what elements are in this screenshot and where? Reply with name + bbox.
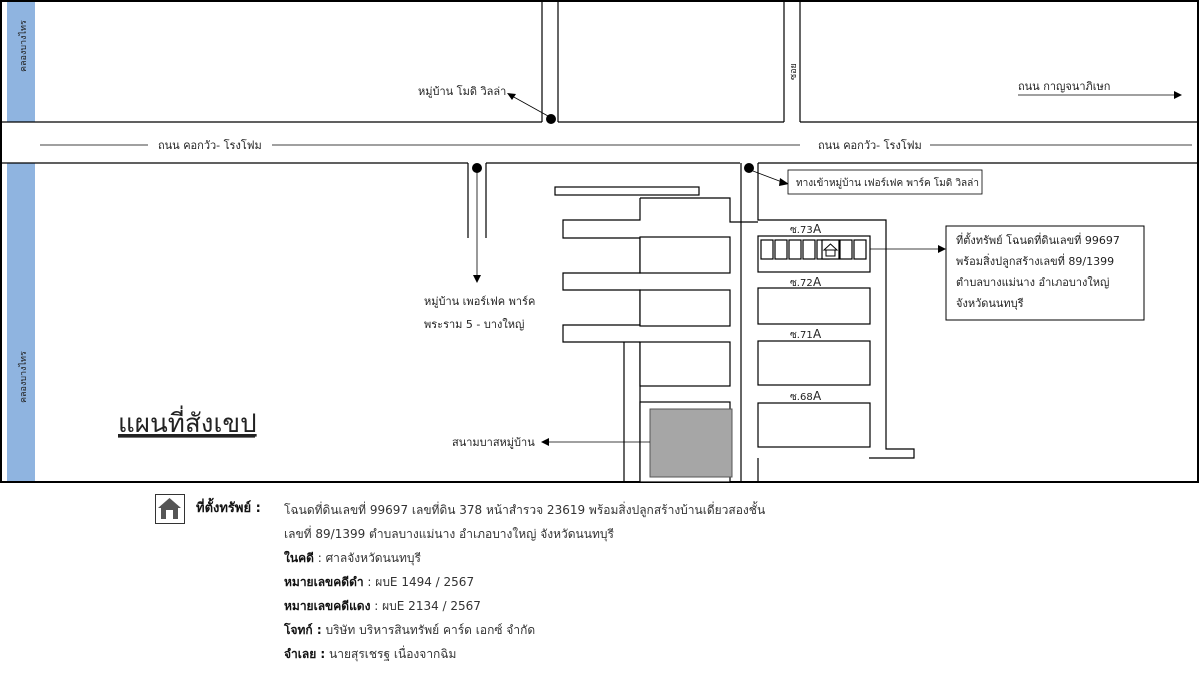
- map-title: แผนที่สังเขป: [118, 409, 257, 439]
- block-soi72: [758, 288, 870, 324]
- block-soi68: [758, 403, 870, 447]
- court-label: ในคดี: [284, 551, 314, 565]
- court-value: : ศาลจังหวัดนนทบุรี: [313, 551, 421, 565]
- perfect-park-label-2: พระราม 5 - บางใหญ่: [424, 318, 525, 331]
- block-soi71: [758, 341, 870, 385]
- soi-73-label: ซ.73: [790, 225, 813, 236]
- marker-a-72: A: [813, 275, 822, 289]
- marker-a-68: A: [813, 389, 822, 403]
- road-main-label-right: ถนน คอกวัว- โรงโฟม: [818, 139, 922, 152]
- black-case-row: [284, 572, 474, 592]
- property-box-line3: ตำบลบางแม่นาง อำเภอบางใหญ่: [956, 276, 1110, 289]
- block-3: [640, 342, 730, 386]
- property-house-icon: [822, 240, 839, 259]
- black-case-label: หมายเลขคดีดำ: [284, 575, 364, 589]
- soi-label: ซอย: [789, 63, 799, 80]
- road-kanchana-label: ถนน กาญจนาภิเษก: [1018, 80, 1111, 93]
- black-case-value: : ผบE 1494 / 2567: [363, 575, 475, 589]
- modi-villa-label: หมู่บ้าน โมดิ วิลล่า: [418, 85, 507, 98]
- basketball-court: [650, 409, 732, 477]
- home-icon: [155, 494, 185, 524]
- road-main-label-left: ถนน คอกวัว- โรงโฟม: [158, 139, 262, 152]
- defendant-label: จำเลย :: [284, 647, 326, 661]
- property-box-line1: ที่ตั้งทรัพย์ โฉนดที่ดินเลขที่ 99697: [956, 234, 1120, 247]
- marker-a-71: A: [813, 327, 822, 341]
- defendant-row: [284, 644, 456, 664]
- plaintiff-row: [284, 620, 535, 640]
- property-box-line4: จังหวัดนนทบุรี: [956, 297, 1024, 310]
- defendant-value: นายสุรเชรฐ เนื่องจากฉิม: [325, 647, 457, 661]
- location-line1: โฉนดที่ดินเลขที่ 99697 เลขที่ดิน 378 หน้าสำรวจ 23619 พร้อมสิ่งปลูกสร้างบ้านเดี่ยวสองชั้น: [284, 503, 766, 517]
- red-case-row: [284, 596, 481, 616]
- canal-strip-bottom: [7, 163, 35, 481]
- block-1: [640, 237, 730, 273]
- entrance-label: ทางเข้าหมู่บ้าน เฟอร์เฟค พาร์ค โมดิ วิลล่า: [796, 178, 979, 189]
- location-line2: เลขที่ 89/1399 ตำบลบางแม่นาง อำเภอบางใหญ่ จังหวัดนนทบุรี: [284, 527, 614, 541]
- red-case-label: หมายเลขคดีแดง: [284, 599, 371, 613]
- canal-label-bottom: คลองบางไทร: [19, 351, 29, 403]
- location-label: ที่ตั้งทรัพย์ :: [196, 501, 261, 516]
- court-row: [284, 548, 421, 568]
- basketball-label: สนามบาสหมู่บ้าน: [452, 436, 535, 449]
- entrance-dot: [744, 163, 754, 173]
- plaintiff-label: โจทก์ :: [284, 623, 322, 637]
- perfect-park-dot: [472, 163, 482, 173]
- house-row-73: [761, 240, 866, 259]
- red-case-value: : ผบE 2134 / 2567: [370, 599, 481, 613]
- canal-label-top: คลองบางไทร: [19, 20, 29, 72]
- plaintiff-value: บริษัท บริหารสินทรัพย์ คาร์ด เอกซ์ จำกัด: [321, 623, 536, 637]
- block-2: [640, 290, 730, 326]
- perfect-park-label-1: หมู่บ้าน เพอร์เฟค พาร์ค: [424, 295, 536, 308]
- soi-68-label: ซ.68: [790, 392, 813, 403]
- marker-a-73: A: [813, 222, 822, 236]
- soi-72-label: ซ.72: [790, 278, 813, 289]
- soi-71-label: ซ.71: [790, 330, 813, 341]
- property-box-line2: พร้อมสิ่งปลูกสร้างเลขที่ 89/1399: [956, 255, 1115, 268]
